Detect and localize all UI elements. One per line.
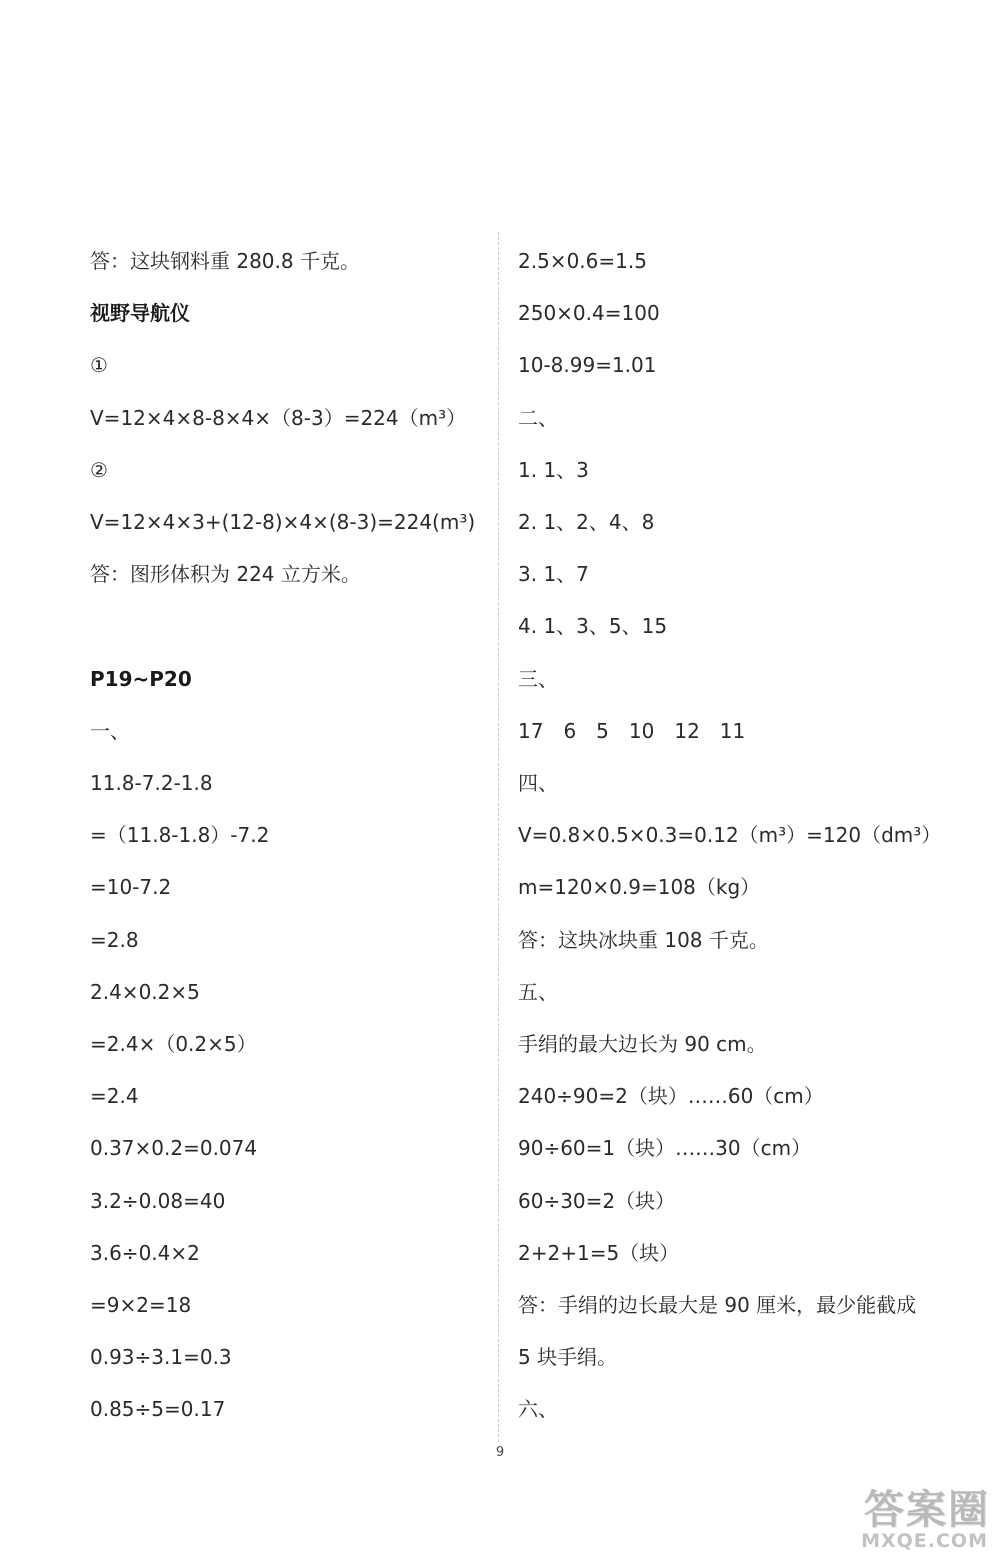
right-line: 4. 1、3、5、15 xyxy=(518,614,668,639)
right-line: m=120×0.9=108（kg） xyxy=(518,875,761,900)
watermark-url: MXQE.COM xyxy=(861,1530,988,1552)
left-line: =2.4×（0.2×5） xyxy=(90,1032,257,1056)
right-line: 三、 xyxy=(518,666,558,691)
left-line: 0.37×0.2=0.074 xyxy=(90,1136,258,1161)
left-line: =9×2=18 xyxy=(90,1293,192,1317)
left-line: 答：图形体积为 224 立方米。 xyxy=(90,562,361,587)
left-line: 答：这块钢料重 280.8 千克。 xyxy=(90,249,360,273)
left-line: V=12×4×3+(12-8)×4×(8-3)=224(m³) xyxy=(90,510,476,534)
left-line: 0.93÷3.1=0.3 xyxy=(90,1345,232,1370)
left-line: 3.2÷0.08=40 xyxy=(90,1188,226,1213)
left-line: ② xyxy=(90,457,108,482)
right-line: 四、 xyxy=(518,771,558,795)
right-line: 手绢的最大边长为 90 cm。 xyxy=(518,1032,767,1056)
left-line: ① xyxy=(90,353,108,378)
right-line: 答：手绢的边长最大是 90 厘米，最少能截成 xyxy=(518,1293,917,1317)
left-line: 3.6÷0.4×2 xyxy=(90,1240,200,1265)
watermark-title: 答案圈 xyxy=(864,1487,990,1533)
left-line: 2.4×0.2×5 xyxy=(90,979,200,1004)
right-line: 17 6 5 10 12 11 xyxy=(518,718,746,743)
left-line: 11.8-7.2-1.8 xyxy=(90,771,213,795)
right-line: 3. 1、7 xyxy=(518,562,589,587)
right-line: 250×0.4=100 xyxy=(518,301,660,326)
left-line: =10-7.2 xyxy=(90,875,172,900)
right-line: 240÷90=2（块）……60（cm） xyxy=(518,1084,824,1109)
right-line: 1. 1、3 xyxy=(518,457,589,482)
right-line: 五、 xyxy=(518,979,558,1004)
right-line: 10-8.99=1.01 xyxy=(518,353,657,378)
left-line: 0.85÷5=0.17 xyxy=(90,1397,226,1422)
watermark-logo xyxy=(800,1488,990,1554)
right-line: 二、 xyxy=(518,405,558,430)
right-line: 2+2+1=5（块） xyxy=(518,1240,680,1265)
page-number: 9 xyxy=(495,1445,505,1460)
right-line: V=0.8×0.5×0.3=0.12（m³）=120（dm³） xyxy=(518,823,942,848)
right-line: 答：这块冰块重 108 千克。 xyxy=(518,927,769,952)
right-line: 2.5×0.6=1.5 xyxy=(518,249,647,273)
left-line: P19~P20 xyxy=(90,666,192,691)
left-line: V=12×4×8-8×4×（8-3）=224（m³） xyxy=(90,405,467,430)
left-line: =2.8 xyxy=(90,927,139,952)
right-line: 5 块手绢。 xyxy=(518,1345,618,1370)
right-line: 60÷30=2（块） xyxy=(518,1188,676,1213)
right-line: 2. 1、2、4、8 xyxy=(518,510,655,534)
left-line: 一、 xyxy=(90,718,130,743)
left-line: =2.4 xyxy=(90,1084,139,1109)
right-line: 90÷60=1（块）……30（cm） xyxy=(518,1136,812,1161)
column-divider xyxy=(498,232,499,1442)
left-line: 视野导航仪 xyxy=(90,301,190,326)
right-line: 六、 xyxy=(518,1397,558,1422)
left-line: =（11.8-1.8）-7.2 xyxy=(90,823,270,848)
